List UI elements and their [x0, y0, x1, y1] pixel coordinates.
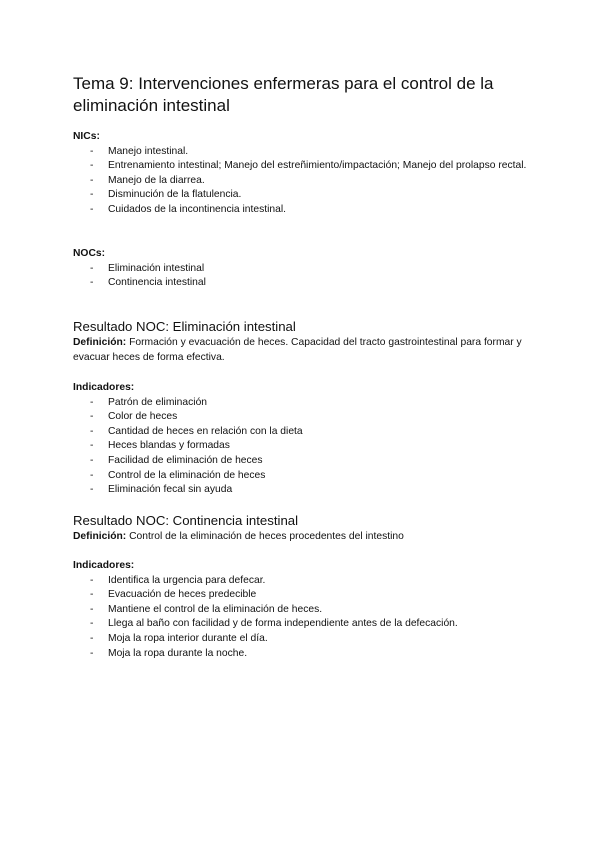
- page-title: Tema 9: Intervenciones enfermeras para el control de la eliminación intestinal: [73, 74, 494, 115]
- noc2-heading: Resultado NOC: Continencia intestinal: [73, 513, 299, 528]
- list-item: - Facilidad de eliminación de heces: [73, 454, 543, 469]
- list-item: - Continencia intestinal: [73, 276, 543, 291]
- definition-label: Definición:: [73, 337, 127, 348]
- nics-list: [73, 145, 543, 218]
- nocs-label: NOCs:: [73, 248, 106, 259]
- noc2-definition: [73, 530, 543, 545]
- noc2-indicators: [73, 559, 543, 661]
- list-item: - Cuidados de la incontinencia intestinal.: [73, 203, 543, 218]
- list-item: - Heces blandas y formadas: [73, 439, 543, 454]
- list-item: - Identifica la urgencia para defecar.: [73, 574, 543, 589]
- list-item: - Moja la ropa interior durante el día.: [73, 632, 543, 647]
- indicators-label: Indicadores:: [73, 382, 135, 393]
- list-item: - Control de la eliminación de heces: [73, 469, 543, 484]
- list-item: - Eliminación intestinal: [73, 262, 543, 277]
- list-item: - Disminución de la flatulencia.: [73, 188, 543, 203]
- list-item: - Mantiene el control de la eliminación de heces.: [73, 603, 543, 618]
- noc1-indicators: [73, 381, 543, 498]
- definition-label: Definición:: [73, 531, 127, 542]
- noc1-indicator-list: [73, 396, 543, 498]
- list-item: - Moja la ropa durante la noche.: [73, 647, 543, 662]
- noc1-definition: [73, 336, 543, 365]
- nocs-list: [73, 262, 543, 291]
- list-item: - Llega al baño con facilidad y de forma independiente antes de la defecación.: [73, 617, 543, 632]
- definition-text: Control de la eliminación de heces procedentes del intestino: [129, 531, 404, 542]
- nocs-section: [73, 247, 543, 291]
- list-item: - Evacuación de heces predecible: [73, 588, 543, 603]
- noc1-heading: Resultado NOC: Eliminación intestinal: [73, 319, 296, 334]
- list-item: - Manejo de la diarrea.: [73, 174, 543, 189]
- list-item: - Cantidad de heces en relación con la dieta: [73, 425, 543, 440]
- indicators-label: Indicadores:: [73, 560, 135, 571]
- noc2-indicator-list: [73, 574, 543, 662]
- list-item: - Manejo intestinal.: [73, 145, 543, 160]
- list-item: - Patrón de eliminación: [73, 396, 543, 411]
- list-item: - Eliminación fecal sin ayuda: [73, 483, 543, 498]
- definition-text: Formación y evacuación de heces. Capacidad del tracto gastrointestinal para formar y evacuar heces de forma efectiva.: [73, 337, 522, 363]
- nics-section: [73, 130, 543, 218]
- nics-label: NICs:: [73, 131, 100, 142]
- list-item: - Color de heces: [73, 410, 543, 425]
- list-item: - Entrenamiento intestinal; Manejo del estreñimiento/impactación; Manejo del prolapso rectal.: [73, 159, 543, 174]
